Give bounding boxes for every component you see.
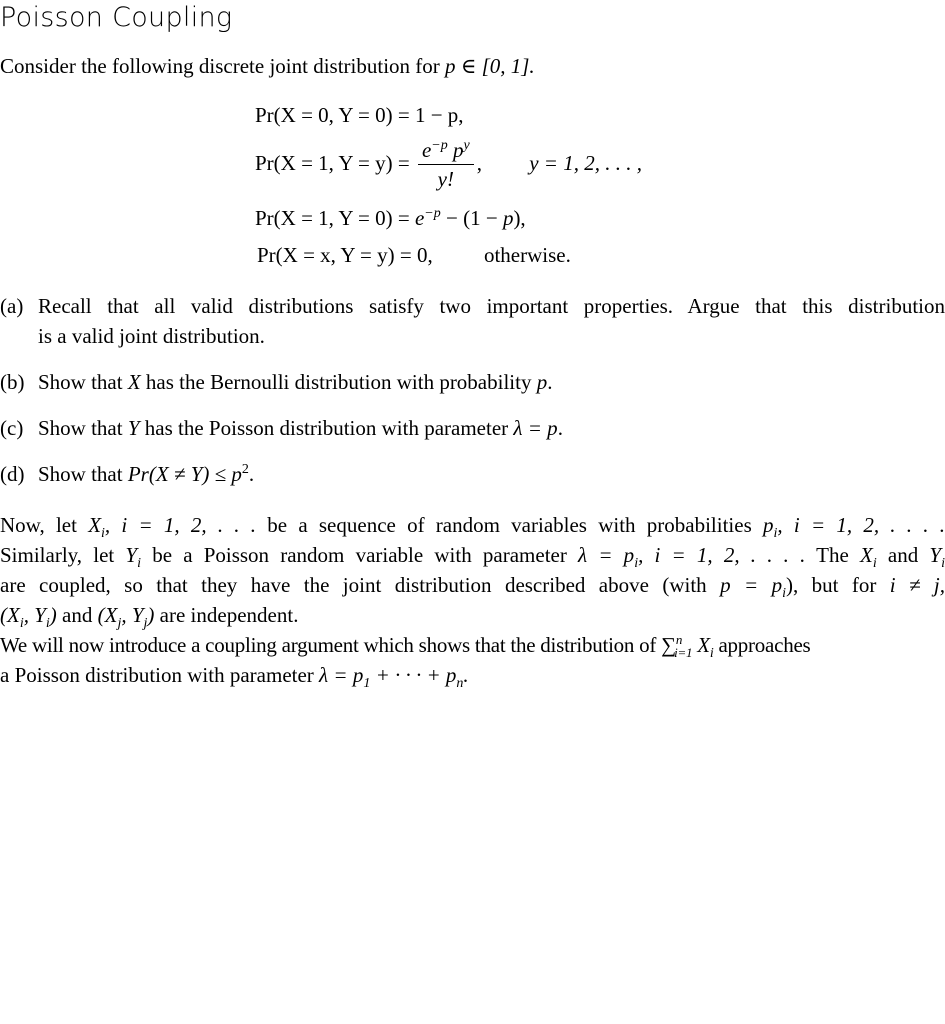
item-b-post: has the Bernoulli distribution with probability — [145, 370, 532, 394]
closing-line-1: Now, let $X_i$, i = 1, 2, . . . be a sequence of random variables with probabilities $p_i$, i = 1, 2, . . . . — [0, 513, 945, 542]
item-a-line2: is a valid joint distribution. — [38, 324, 265, 348]
item-a-line1: Recall that all valid distributions satisfy two important properties. Argue that this distribution — [38, 294, 945, 318]
equation-row-3 — [255, 205, 526, 231]
eq2-after: , — [476, 150, 482, 175]
item-d-label: (d) — [0, 462, 25, 486]
equation-row-4 — [257, 242, 571, 268]
closing-5a: We will now introduce a coupling argument which shows that the distribution of — [0, 633, 657, 657]
closing-line-5: We will now introduce a coupling argument which shows that the distribution of ∑$^n_{i=1}$ $X_i$ approaches — [0, 632, 811, 662]
closing-2b: be a Poisson random variable with parameter — [152, 543, 567, 567]
closing-line-3: are coupled, so that they have the joint distribution described above (with $p = p_i$), but for i ≠ j, — [0, 573, 945, 602]
eq1-rhs: 1 − p, — [414, 103, 464, 127]
closing-2d: and — [887, 543, 919, 567]
closing-4a: and — [62, 603, 93, 627]
eq3-lhs: Pr(X = 1, Y = 0) = — [255, 206, 410, 230]
item-b-label: (b) — [0, 370, 25, 394]
item-b-var: X — [127, 370, 141, 394]
page-title: Poisson Coupling — [0, 2, 233, 33]
eq2-fraction — [418, 138, 474, 192]
item-d-sup: 2 — [241, 462, 249, 477]
intro-paragraph — [0, 51, 945, 81]
equation-row-2 — [255, 138, 642, 192]
eq2-denominator: y! — [437, 167, 454, 191]
item-c-pre: Show that — [38, 416, 123, 440]
item-d-pre: Show that — [38, 462, 123, 486]
closing-1b: be a sequence of random variables with probabilities — [267, 513, 752, 537]
eq2-numerator: $e^{-p}$ $p^y$ — [418, 138, 474, 165]
closing-4b: are independent. — [159, 603, 299, 627]
eq1-lhs: Pr(X = 0, Y = 0) = — [255, 103, 410, 127]
eq4-lhs: Pr(X = x, Y = y) = 0, — [257, 243, 433, 267]
eq3-rhs: $e^{-p} - (1 - p)$, — [414, 206, 526, 230]
item-a-label: (a) — [0, 294, 24, 318]
closing-line-2: Similarly, let $Y_i$ be a Poisson random variable with parameter $\lambda = p_i$, i = 1, 2, . . . . The $X_i$ and $Y_i$ — [0, 543, 945, 572]
item-c-end: . — [557, 416, 563, 440]
closing-line-6: a Poisson distribution with parameter $\lambda = p_1$ + · · · + $p_n$. — [0, 663, 469, 692]
closing-3b: ), but for — [785, 573, 877, 597]
closing-line-4: ($X_i$, $Y_i$) and ($X_j$, $Y_j$) are independent. — [0, 603, 299, 632]
intro-text: Consider the following discrete joint distribution for — [0, 54, 440, 78]
item-c-post: has the Poisson distribution with parameter — [144, 416, 509, 440]
eq2-domain: y = 1, 2, . . . , — [529, 150, 642, 175]
closing-1c: i = 1, 2, . . . . — [793, 513, 945, 537]
item-c-label: (c) — [0, 416, 24, 440]
closing-3a: are coupled, so that they have the joint distribution described above (with — [0, 573, 707, 597]
eq4-note: otherwise. — [483, 243, 571, 267]
item-b-end: . — [547, 370, 553, 394]
item-b-end-var: p — [536, 370, 548, 394]
closing-5b: approaches — [718, 633, 811, 657]
closing-2c: The — [816, 543, 849, 567]
closing-1a: Now, let — [0, 513, 77, 537]
eq2-lhs: Pr(X = 1, Y = y) = — [255, 150, 410, 175]
equation-row-1 — [255, 102, 464, 128]
intro-condition: p ∈ [0, 1]. — [445, 54, 535, 78]
item-c-var: Y — [127, 416, 140, 440]
closing-2a: Similarly, let — [0, 543, 115, 567]
closing-6a: a Poisson distribution with parameter — [0, 663, 314, 687]
item-b-pre: Show that — [38, 370, 123, 394]
item-c-math: λ = p — [513, 416, 558, 440]
item-d-math: Pr(X ≠ Y) ≤ p — [127, 462, 242, 486]
item-d-end: . — [248, 462, 255, 486]
